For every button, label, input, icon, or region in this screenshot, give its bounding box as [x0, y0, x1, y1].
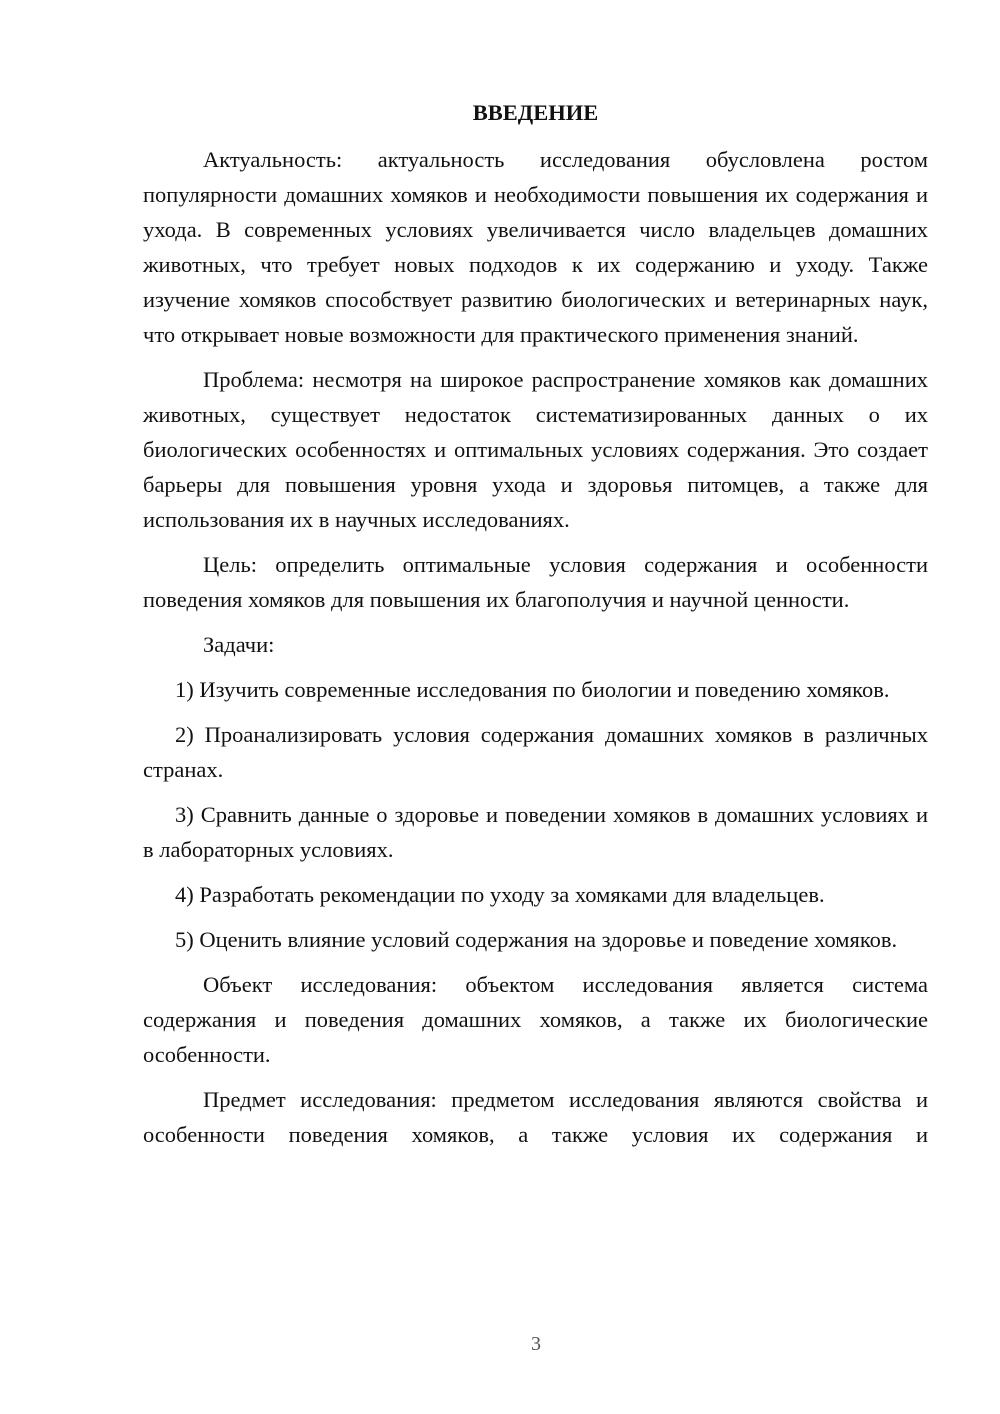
task-item-3: 3) Сравнить данные о здоровье и поведении хомяков в домашних условиях и в лабораторных условиях.: [143, 802, 928, 862]
object-paragraph: Объект исследования: объектом исследования является система содержания и поведения домашних хомяков, а также их биологические особенности.: [143, 972, 928, 1067]
task-item-1: 1) Изучить современные исследования по биологии и поведению хомяков.: [175, 677, 890, 702]
section-title: ВВЕДЕНИЕ: [472, 100, 599, 125]
subject-paragraph: Предмет исследования: предметом исследования являются свойства и особенности поведения хомяков, а также условия их содержания и: [143, 1087, 928, 1147]
goal-paragraph: Цель: определить оптимальные условия содержания и особенности поведения хомяков для повышения их благополучия и научной ценности.: [143, 552, 928, 612]
problem-paragraph: Проблема: несмотря на широкое распространение хомяков как домашних животных, существует недостаток систематизированных данных о их биологических особенностях и оптимальных условиях содержания. Это создает барьеры для повышения уровня ухода и здоровья питомцев, а также для использования их в научных исследованиях.: [143, 367, 928, 532]
tasks-label: Задачи:: [203, 632, 275, 657]
task-item-4: 4) Разработать рекомендации по уходу за хомяками для владельцев.: [175, 882, 825, 907]
page-number: 3: [531, 1333, 541, 1355]
relevance-paragraph: Актуальность: актуальность исследования обусловлена ростом популярности домашних хомяков и необходимости повышения их содержания и ухода. В современных условиях увеличивается число владельцев домашних животных, что требует новых подходов к их содержанию и уходу. Также изучение хомяков способствует развитию биологических и ветеринарных наук, что открывает новые возможности для практического применения знаний.: [143, 147, 928, 347]
task-item-2: 2) Проанализировать условия содержания домашних хомяков в различных странах.: [143, 722, 928, 782]
page-content: [143, 95, 928, 1162]
task-item-5: 5) Оценить влияние условий содержания на здоровье и поведение хомяков.: [175, 927, 898, 952]
